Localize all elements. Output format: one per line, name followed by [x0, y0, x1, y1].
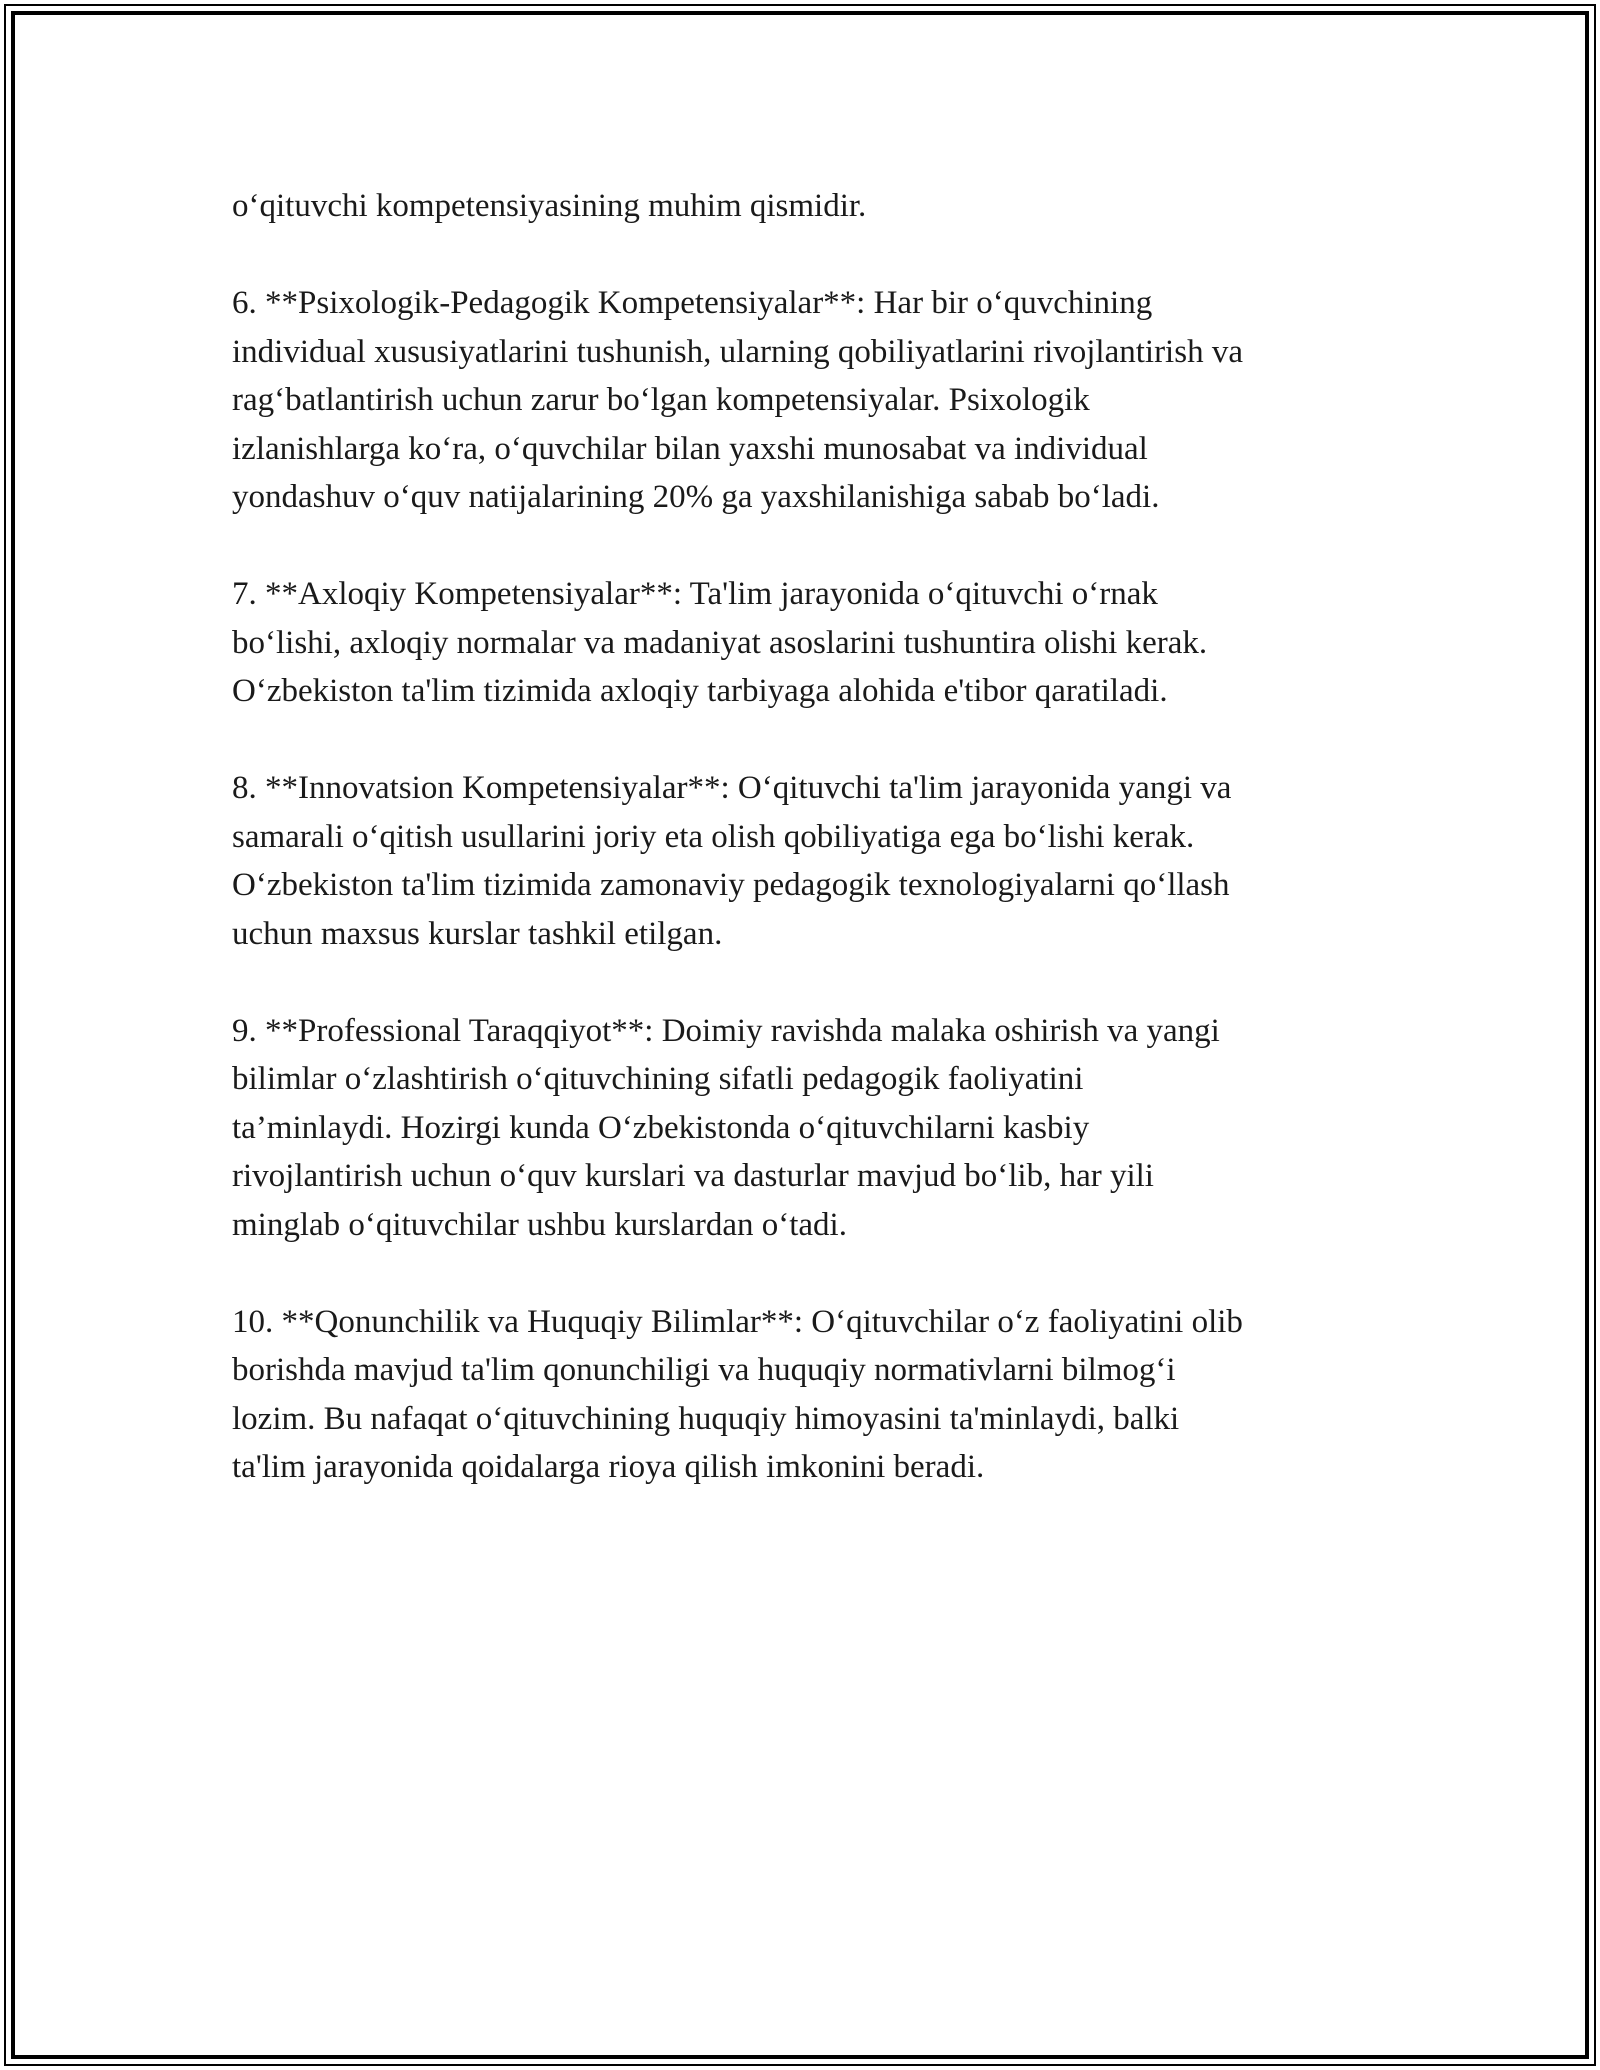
paragraph-item-7: [232, 570, 1382, 716]
text-line: Oʻzbekiston ta'lim tizimida axloqiy tarbiyaga alohida e'tibor qaratiladi.: [232, 673, 1168, 709]
text-line: boʻlishi, axloqiy normalar va madaniyat asoslarini tushuntira olishi kerak.: [232, 624, 1208, 661]
text-line: bilimlar oʻzlashtirish oʻqituvchining sifatli pedagogik faoliyatini: [232, 1061, 1084, 1097]
text-line: individual xususiyatlarini tushunish, ularning qobiliyatlarini rivojlantirish va: [232, 333, 1243, 370]
text-line: Oʻzbekiston ta'lim tizimida zamonaviy pedagogik texnologiyalarni qoʻllash: [232, 867, 1230, 903]
text-line: rivojlantirish uchun oʻquv kurslari va dasturlar mavjud boʻlib, har yili: [232, 1158, 1154, 1194]
text-line: ragʻbatlantirish uchun zarur boʻlgan kompetensiyalar. Psixologik: [232, 382, 1090, 418]
paragraph-continuation: [232, 182, 1382, 231]
paragraph-item-6: [232, 279, 1382, 522]
text-line: 10. **Qonunchilik va Huquqiy Bilimlar**: Oʻqituvchilar oʻz faoliyatini olib: [232, 1303, 1243, 1340]
text-line: ta'lim jarayonida qoidalarga rioya qilish imkonini beradi.: [232, 1449, 985, 1485]
text-line: 9. **Professional Taraqqiyot**: Doimiy ravishda malaka oshirish va yangi: [232, 1012, 1220, 1049]
text-line: borishda mavjud ta'lim qonunchiligi va huquqiy normativlarni bilmogʻi: [232, 1352, 1176, 1388]
text-line: minglab oʻqituvchilar ushbu kurslardan oʻtadi.: [232, 1206, 847, 1243]
document-page: [4, 4, 1596, 2066]
paragraph-item-10: [232, 1298, 1382, 1492]
text-line: izlanishlarga koʻra, oʻquvchilar bilan yaxshi munosabat va individual: [232, 430, 1148, 467]
text-line: 7. **Axloqiy Kompetensiyalar**: Ta'lim jarayonida oʻqituvchi oʻrnak: [232, 576, 1158, 612]
text-line: 8. **Innovatsion Kompetensiyalar**: Oʻqituvchi ta'lim jarayonida yangi va: [232, 770, 1232, 806]
text-line: samarali oʻqitish usullarini joriy eta olish qobiliyatiga ega boʻlishi kerak.: [232, 818, 1195, 855]
document-body: [232, 182, 1382, 1540]
text-line: uchun maxsus kurslar tashkil etilgan.: [232, 915, 723, 952]
text-line: lozim. Bu nafaqat oʻqituvchining huquqiy himoyasini ta'minlaydi, balki: [232, 1400, 1180, 1437]
text-line: oʻqituvchi kompetensiyasining muhim qismidir.: [232, 188, 867, 224]
text-line: 6. **Psixologik-Pedagogik Kompetensiyalar**: Har bir oʻquvchining: [232, 285, 1153, 321]
text-line: ta’minlaydi. Hozirgi kunda Oʻzbekistonda oʻqituvchilarni kasbiy: [232, 1109, 1090, 1146]
paragraph-item-8: [232, 764, 1382, 958]
text-line: yondashuv oʻquv natijalarining 20% ga yaxshilanishiga sabab boʻladi.: [232, 479, 1160, 515]
paragraph-item-9: [232, 1007, 1382, 1250]
